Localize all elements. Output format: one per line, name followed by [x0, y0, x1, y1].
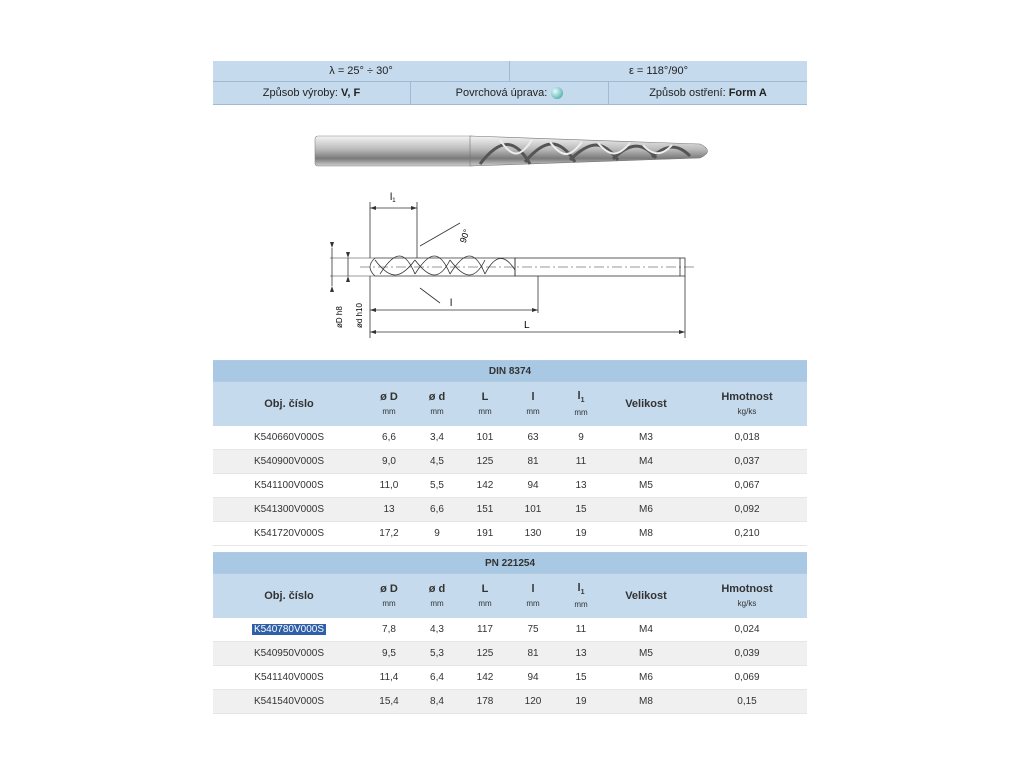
table-cell: 11,0 [365, 473, 413, 497]
angle-label: 90° [457, 227, 472, 245]
table-cell: 5,5 [413, 473, 461, 497]
method-cell [213, 82, 411, 104]
table-row [213, 426, 807, 450]
spec-header [213, 61, 807, 105]
table-cell: 5,3 [413, 641, 461, 665]
table-cell: 125 [461, 641, 509, 665]
table-cell: M6 [605, 665, 687, 689]
pn-221254-table [213, 552, 807, 714]
epsilon-cell [510, 61, 807, 81]
table-row [213, 618, 807, 642]
table-cell: 94 [509, 473, 557, 497]
table-cell: 6,6 [413, 497, 461, 521]
order-number-cell[interactable]: K541720V000S [213, 521, 365, 545]
table-cell: 81 [509, 641, 557, 665]
table-cell: M3 [605, 426, 687, 450]
table-cell: M4 [605, 618, 687, 642]
din-8374-table [213, 360, 807, 546]
table-cell: 101 [509, 497, 557, 521]
col-size: Velikost [605, 574, 687, 618]
col-D: ø D mm [365, 574, 413, 618]
table-cell: 9 [557, 426, 605, 450]
table-cell: 120 [509, 689, 557, 713]
drill-photo [300, 118, 720, 188]
order-number-cell[interactable]: K540950V000S [213, 641, 365, 665]
table-cell: 0,069 [687, 665, 807, 689]
table-cell: 15 [557, 497, 605, 521]
table-cell: 7,8 [365, 618, 413, 642]
table-cell: 6,4 [413, 665, 461, 689]
col-d: ø d mm [413, 382, 461, 426]
table-cell: 13 [557, 641, 605, 665]
sharpen-cell [609, 82, 807, 104]
table-cell: 151 [461, 497, 509, 521]
order-number-cell[interactable]: K540660V000S [213, 426, 365, 450]
table-cell: 11,4 [365, 665, 413, 689]
col-size: Velikost [605, 382, 687, 426]
table-cell: 75 [509, 618, 557, 642]
col-D: ø D mm [365, 382, 413, 426]
table-cell: 101 [461, 426, 509, 450]
table-cell: 178 [461, 689, 509, 713]
surface-finish-icon [551, 87, 563, 99]
table-cell: M5 [605, 641, 687, 665]
table-cell: 0,018 [687, 426, 807, 450]
table-cell: 117 [461, 618, 509, 642]
table-cell: 0,092 [687, 497, 807, 521]
col-l1: $l_1$ mm [557, 382, 605, 426]
order-number-cell[interactable]: K541140V000S [213, 665, 365, 689]
table-row [213, 665, 807, 689]
col-weight: Hmotnost kg/ks [687, 574, 807, 618]
table-cell: 15 [557, 665, 605, 689]
table-cell: 3,4 [413, 426, 461, 450]
table-cell: M4 [605, 449, 687, 473]
table-cell: 0,067 [687, 473, 807, 497]
table-row [213, 473, 807, 497]
table1-title: DIN 8374 [213, 361, 807, 382]
technical-drawing [320, 188, 700, 343]
table-cell: M5 [605, 473, 687, 497]
table-cell: 0,210 [687, 521, 807, 545]
col-weight: Hmotnost kg/ks [687, 382, 807, 426]
table-row [213, 449, 807, 473]
table-cell: 4,5 [413, 449, 461, 473]
table-cell: 19 [557, 521, 605, 545]
table-cell: 9 [413, 521, 461, 545]
table-cell: 9,5 [365, 641, 413, 665]
table-row [213, 689, 807, 713]
method-value: V, F [341, 87, 361, 99]
order-number-cell[interactable]: K541540V000S [213, 689, 365, 713]
l-label: l [450, 298, 453, 309]
table-cell: 130 [509, 521, 557, 545]
table-cell: 0,037 [687, 449, 807, 473]
l1-label: $l_1$ [390, 192, 396, 204]
epsilon-value: ε = 118°/90° [628, 65, 689, 77]
table-cell: 15,4 [365, 689, 413, 713]
table2-title: PN 221254 [213, 553, 807, 574]
col-d: ø d mm [413, 574, 461, 618]
dh10-label: ød h10 [355, 303, 364, 328]
table-row [213, 497, 807, 521]
Dh8-label: øD h8 [335, 306, 344, 328]
lambda-value: λ = 25° ÷ 30° [329, 65, 393, 77]
col-l: l mm [509, 382, 557, 426]
table-cell: 19 [557, 689, 605, 713]
order-number-cell[interactable]: K541100V000S [213, 473, 365, 497]
col-l: l mm [509, 574, 557, 618]
table-cell: 142 [461, 665, 509, 689]
table-cell: 11 [557, 618, 605, 642]
table-cell: 142 [461, 473, 509, 497]
col-obj: Obj. číslo [213, 574, 365, 618]
table-cell: 11 [557, 449, 605, 473]
col-L: L mm [461, 574, 509, 618]
lambda-cell [213, 61, 510, 81]
table-cell: M8 [605, 521, 687, 545]
table-cell: M6 [605, 497, 687, 521]
table-cell: 125 [461, 449, 509, 473]
order-number-cell[interactable]: K541300V000S [213, 497, 365, 521]
table-cell: 191 [461, 521, 509, 545]
col-obj: Obj. číslo [213, 382, 365, 426]
table-cell: 13 [557, 473, 605, 497]
table-cell: 63 [509, 426, 557, 450]
table-row [213, 641, 807, 665]
drill-shank [315, 136, 475, 166]
order-number-cell[interactable]: K540900V000S [213, 449, 365, 473]
sharpen-label: Způsob ostření: [649, 87, 726, 99]
table-cell: 4,3 [413, 618, 461, 642]
col-l1: $l_1$ mm [557, 574, 605, 618]
drill-flutes [470, 136, 708, 166]
col-L: L mm [461, 382, 509, 426]
table-cell: M8 [605, 689, 687, 713]
table-cell: 13 [365, 497, 413, 521]
table-cell: 6,6 [365, 426, 413, 450]
table-row [213, 521, 807, 545]
surface-cell [411, 82, 609, 104]
L-label: L [524, 320, 530, 331]
table-cell: 94 [509, 665, 557, 689]
table-cell: 81 [509, 449, 557, 473]
table-cell: 0,039 [687, 641, 807, 665]
table-cell: 0,15 [687, 689, 807, 713]
table-cell: 17,2 [365, 521, 413, 545]
method-label: Způsob výroby: [262, 87, 338, 99]
table-cell: 8,4 [413, 689, 461, 713]
table-cell: 0,024 [687, 618, 807, 642]
table-cell: 9,0 [365, 449, 413, 473]
surface-label: Povrchová úprava: [455, 87, 548, 99]
order-number-cell[interactable]: K540780V000S [213, 618, 365, 642]
sharpen-value: Form A [728, 87, 767, 99]
